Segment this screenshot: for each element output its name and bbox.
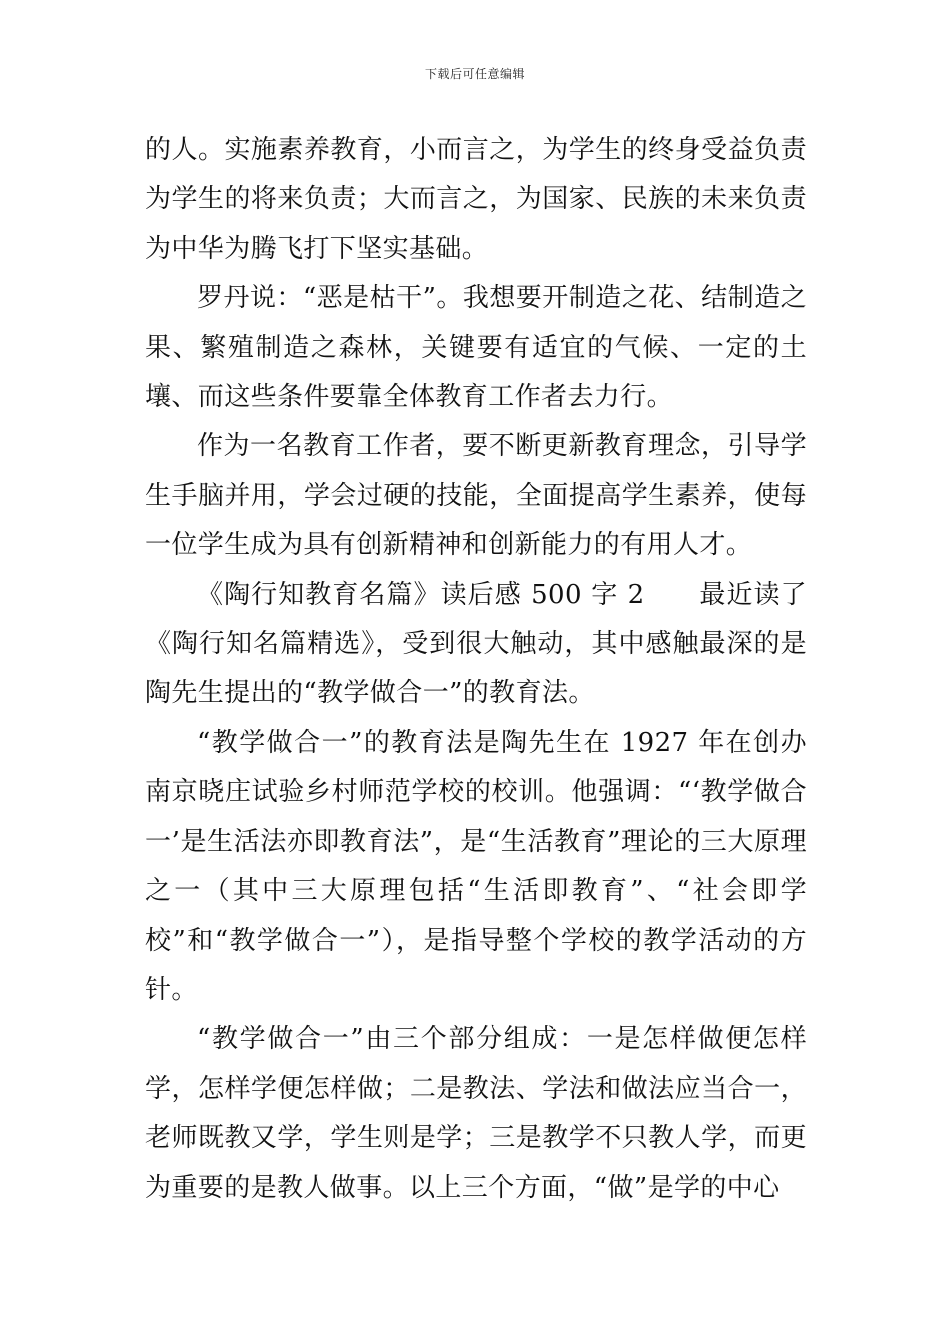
paragraph-2: 罗丹说：“恶是枯干”。我想要开制造之花、结制造之果、繁殖制造之森林，关键要有适宜的气候、一定的土壤、而这些条件要靠全体教育工作者去力行。 <box>145 283 807 413</box>
paragraph-6: “教学做合一”由三个部分组成：一是怎样做便怎样学，怎样学便怎样做；二是教法、学法和做法应当合一，老师既教又学，学生则是学；三是教学不只教人学，而更为重要的是教人做事。以上三个方面，“做”是学的中心 <box>145 1024 807 1203</box>
paragraph-1: 的人。实施素养教育，小而言之，为学生的终身受益负责为学生的将来负责；大而言之，为国家、民族的未来负责为中华为腾飞打下坚实基础。 <box>145 135 807 264</box>
paragraph-5: “教学做合一”的教育法是陶先生在 1927 年在创办南京晓庄试验乡村师范学校的校训。他强调：“‘教学做合一’是生活法亦即教育法”，是“生活教育”理论的三大原理之一（其中三大原理包括“生活即教育”、“社会即学校”和“教学做合一”），是指导整个学校的教学活动的方针。 <box>145 727 807 1005</box>
document-body <box>145 126 807 1213</box>
page-header: 下载后可任意编辑 <box>424 67 525 81</box>
paragraph-4: 《陶行知教育名篇》读后感 500 字 2 最近读了《陶行知名篇精选》，受到很大触动，其中感触最深的是陶先生提出的“教学做合一”的教育法。 <box>145 579 807 709</box>
paragraph-3: 作为一名教育工作者，要不断更新教育理念，引导学生手脑并用，学会过硬的技能，全面提高学生素养，使每一位学生成为具有创新精神和创新能力的有用人才。 <box>145 431 807 561</box>
